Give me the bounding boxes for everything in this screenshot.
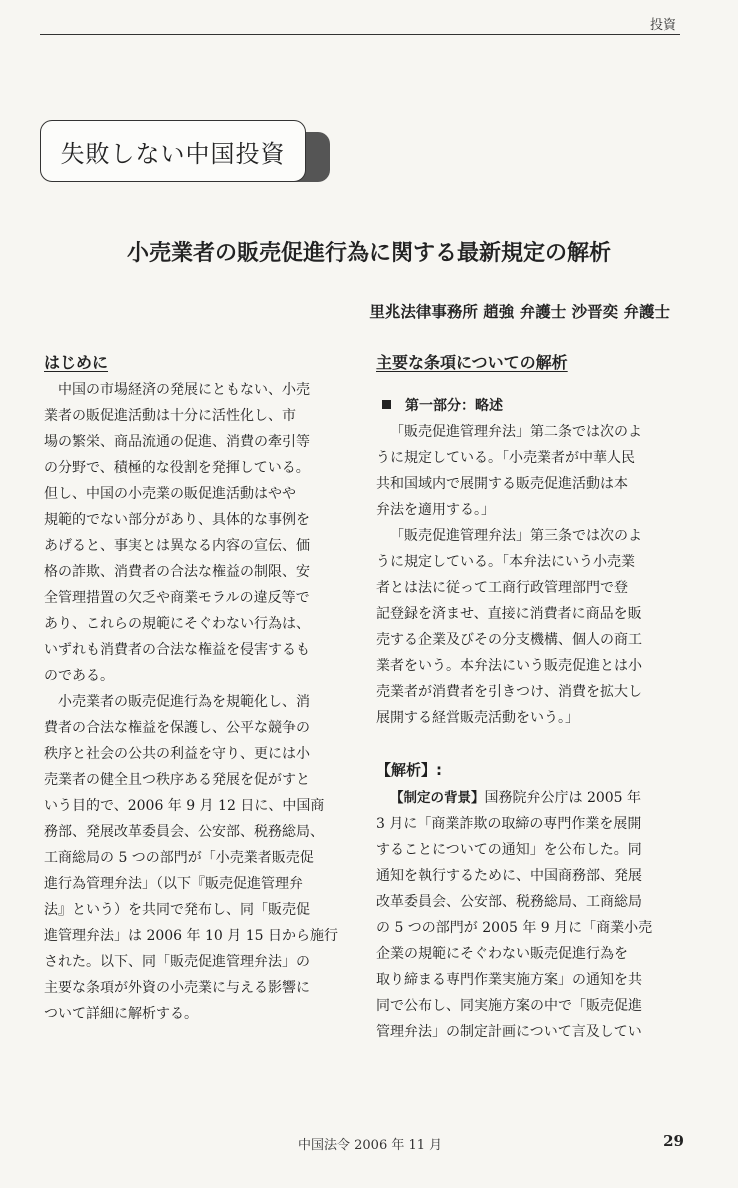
series-banner-title: 失敗しない中国投資 <box>60 139 286 168</box>
article2-paragraph: 「販売促進管理弁法」第二条では次のよ うに規定している。「小売業者が中華人民 共和国域内で展開する販売促進活動は本 弁法を適用する。」 <box>376 424 642 518</box>
intro-paragraph-2: 小売業者の販売促進行為を規範化し、消 費者の合法な権益を保護し、公平な競争の 秩序と社会の公共の利益を守り、更には小 売業者の健全且つ秩序ある発展を促がすと いう目的で、2006 年 9 月 12 日に、中国商 務部、発展改革委員会、公安部、税務総局、 工商総局の 5 つの部門が「小売業者販売促 進行為管理弁法」（以下『販売促進管理弁 法』という）を共同で発布し、同「販売促 進管理弁法」は 2006 年 10 月 15 日から施行 された。以下、同「販売促進管理弁法」の 主要な条項が外資の小売業に与える影響に ついて詳細に解析する。 <box>44 694 338 1022</box>
intro-paragraph-1: 中国の市場経済の発展にともない、小売 業者の販促進活動は十分に活性化し、市 場の繁栄、商品流通の促進、消費の牽引等 の分野で、積極的な役割を発揮している。 但し、中国の小売業の販促進活動はやや 規範的でない部分があり、具体的な事例を あげると、事実とは異なる内容の宣伝、価 格の詐欺、消費者の合法な権益の制限、安 全管理措置の欠乏や商業モラルの違反等で あり、これらの規範にそぐわない行為は、 いずれも消費者の合法な権益を侵害するも のである。 <box>44 382 310 684</box>
intro-heading: はじめに <box>44 353 109 372</box>
series-banner <box>40 120 306 182</box>
header-rule <box>40 34 680 35</box>
background-label: 【制定の背景】 <box>390 790 485 806</box>
footer-journal: 中国法令 2006 年 11 月 <box>298 1138 443 1153</box>
part1-heading-row <box>376 393 682 419</box>
background-paragraph <box>376 785 682 1045</box>
left-column <box>44 350 348 1027</box>
right-column <box>376 350 682 1045</box>
square-bullet-icon <box>382 400 391 409</box>
article-authors: 里兆法律事務所 趙強 弁護士 沙晋奕 弁護士 <box>369 303 670 321</box>
article3-paragraph: 「販売促進管理弁法」第三条では次のよ うに規定している。「本弁法にいう小売業 者とは法に従って工商行政管理部門で登 記登録を済ませ、直接に消費者に商品を販 売する企業及びその分支機構、個人の商工 業者をいう。本弁法にいう販売促進とは小 売業者が消費者を引きつけ、消費を拡大し 展開する経営販売活動をいう。」 <box>376 528 642 726</box>
article-title: 小売業者の販売促進行為に関する最新規定の解析 <box>126 241 611 266</box>
analysis-heading: 【解析】: <box>376 761 442 779</box>
part1-heading: 第一部分：略述 <box>405 398 503 414</box>
header-category: 投資 <box>649 18 676 33</box>
analysis-section-heading: 主要な条項についての解析 <box>376 353 568 372</box>
page-number: 29 <box>663 1132 684 1150</box>
background-text: 国務院弁公庁は 2005 年 3 月に「商業詐欺の取締の専門作業を展開 することについての通知」を公布した。同 通知を執行するために、中国商務部、発展 改革委員会、公安部、税務総局、工商総局 の 5 つの部門が 2005 年 9 月に「商業小売 企業の規範にそぐわない販売促進行為を 取り締まる専門作業実施方案」の通知を共 同で公布し、同実施方案の中で「販売促進 管理弁法」の制定計画について言及してい <box>376 790 653 1040</box>
